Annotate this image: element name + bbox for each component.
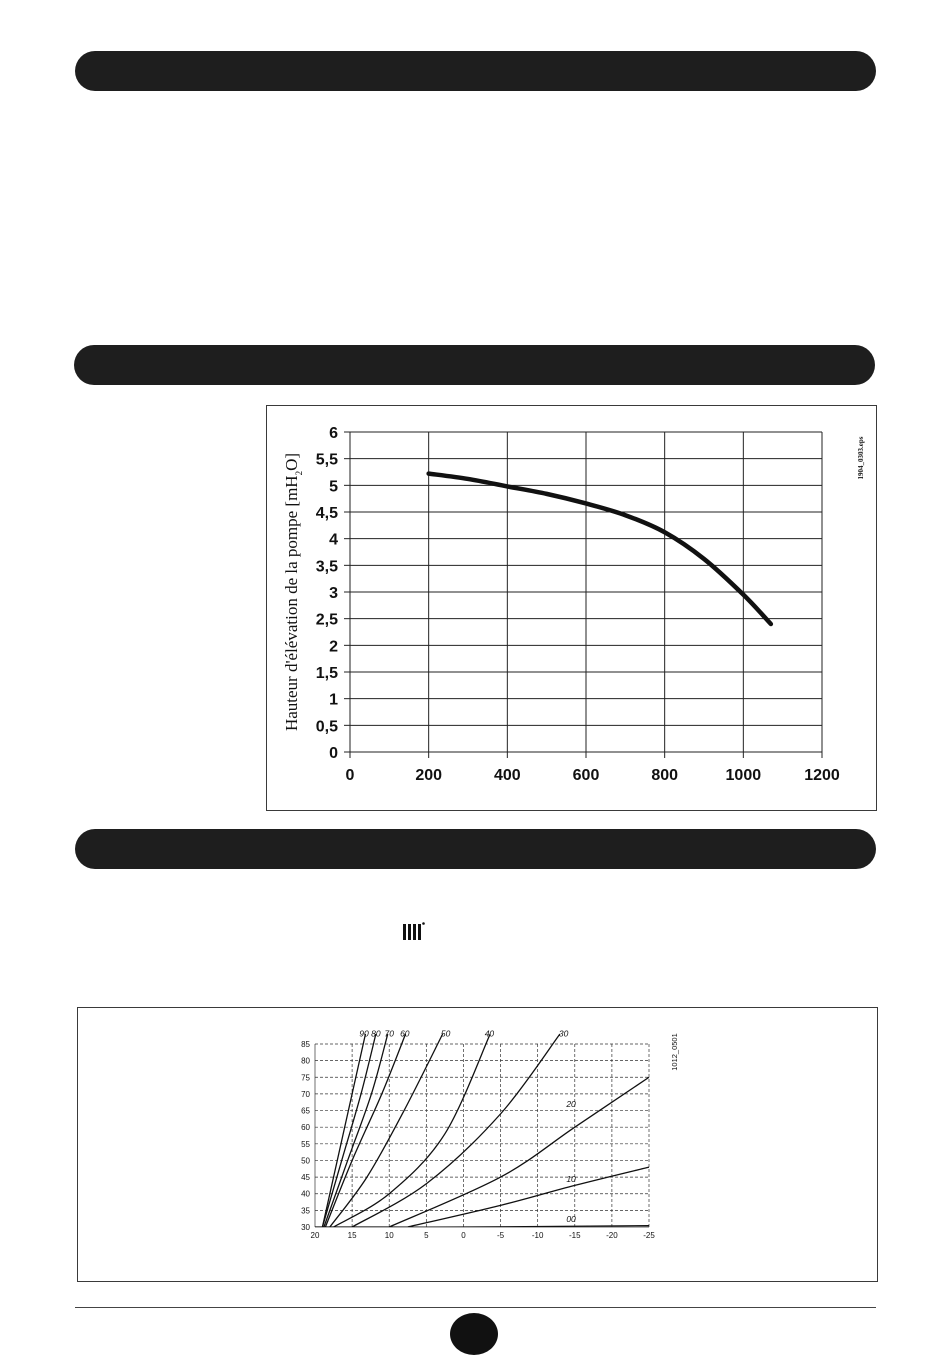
x-tick-label: 0 (461, 1231, 466, 1240)
x-tick-label: 5 (424, 1231, 429, 1240)
pump-curve-figure (266, 405, 877, 811)
heating-curves-figure (77, 1007, 878, 1282)
y-tick-label: 6 (329, 425, 338, 442)
curve-label-40: 40 (484, 1028, 495, 1039)
figure-reference-code: 1012_0501 (670, 1033, 679, 1071)
y-axis-label: Hauteur d'élévation de la pompe $[mH_2O]$ (282, 452, 304, 732)
y-tick-label: 60 (301, 1123, 310, 1133)
x-tick-label: 600 (572, 767, 600, 784)
radiator-icon-glyph (403, 922, 425, 940)
page-number-badge (450, 1313, 498, 1355)
x-tick-label: -15 (568, 1231, 581, 1240)
heating-curve-10 (408, 1167, 649, 1227)
x-tick-label: 1200 (804, 767, 840, 784)
y-tick-label: 75 (301, 1073, 310, 1083)
y-tick-label: 55 (301, 1139, 310, 1149)
heating-curve-20 (389, 1077, 649, 1227)
y-tick-label: 40 (301, 1189, 310, 1199)
heating-curve-50 (330, 1034, 443, 1227)
x-tick-label: 10 (384, 1231, 394, 1240)
y-tick-label: 30 (301, 1223, 310, 1232)
x-tick-label: -25 (643, 1231, 655, 1240)
x-tick-label: 15 (347, 1231, 357, 1240)
heating-curve-80 (322, 1034, 375, 1227)
y-tick-label: 1,5 (315, 665, 338, 682)
x-tick-label: -20 (606, 1231, 618, 1240)
y-tick-label: 0 (329, 745, 338, 762)
footer-rule (75, 1307, 876, 1308)
y-tick-label: 2 (329, 638, 338, 656)
heating-curves-chart (78, 1008, 877, 1281)
y-tick-label: 4 (329, 531, 338, 549)
heating-curve-40 (334, 1034, 491, 1227)
curve-label-20: 20 (566, 1099, 576, 1110)
curve-label-80: 80 (371, 1028, 381, 1039)
y-tick-label: 5,5 (315, 451, 338, 469)
y-tick-label: 5 (329, 478, 338, 496)
y-tick-label: 65 (301, 1106, 310, 1116)
section-header-bar-2 (74, 345, 875, 385)
y-tick-label: 70 (301, 1089, 310, 1099)
y-tick-label: 1 (329, 691, 338, 709)
y-tick-label: 35 (301, 1206, 310, 1216)
curve-label-70: 70 (384, 1028, 394, 1039)
y-tick-label: 3,5 (315, 558, 338, 576)
y-tick-label: 2,5 (315, 611, 338, 629)
curve-label-60: 60 (400, 1028, 410, 1039)
y-tick-label: 0,5 (315, 718, 338, 736)
section-header-bar-1 (75, 51, 876, 91)
x-tick-label: 800 (651, 767, 679, 784)
x-tick-label: 200 (415, 767, 443, 784)
curve-label-30: 30 (558, 1028, 569, 1039)
curve-label-90: 90 (359, 1028, 369, 1039)
x-tick-label: 20 (310, 1231, 320, 1240)
y-tick-label: 45 (301, 1173, 310, 1183)
y-tick-label: 3 (329, 585, 338, 602)
curve-label-50: 50 (440, 1028, 451, 1039)
x-tick-label: 1000 (725, 767, 762, 784)
section-header-bar-3 (75, 829, 876, 869)
pump-head-curve (429, 474, 771, 624)
x-tick-label: -10 (531, 1231, 544, 1240)
x-tick-label: 0 (345, 767, 355, 784)
x-tick-label: -5 (496, 1231, 505, 1240)
y-tick-label: 4,5 (315, 505, 338, 522)
y-tick-label: 50 (301, 1156, 310, 1166)
figure-reference-code: 1904_0303.eps (857, 436, 865, 480)
y-tick-label: 85 (301, 1040, 310, 1049)
pump-curve-chart (267, 406, 876, 810)
curve-label-00: 00 (566, 1214, 576, 1225)
curve-label-10: 10 (566, 1174, 576, 1185)
y-tick-label: 80 (301, 1056, 310, 1066)
x-tick-label: 400 (493, 767, 521, 784)
radiator-icon (403, 922, 425, 940)
heating-curve-70 (324, 1034, 388, 1227)
